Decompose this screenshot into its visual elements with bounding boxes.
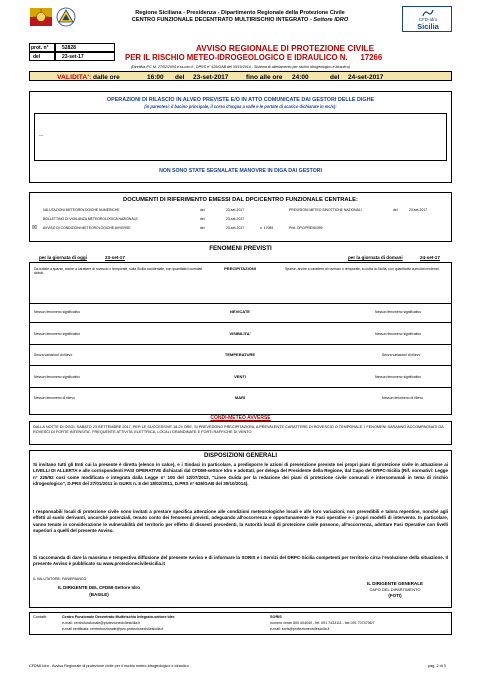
soris-email[interactable]: e-mail: soris@protezionecivilesicilia.it bbox=[270, 627, 330, 631]
doc-row-3-number: n. 17085 bbox=[260, 226, 274, 230]
validity-to-date: 24-set-2017 bbox=[348, 73, 384, 81]
tomorrow-heading: per la giornata di domani bbox=[348, 255, 403, 260]
doc-row-3-prot: Prot. DPC/PRE/60399 bbox=[289, 226, 323, 230]
avviso-subtitle: PER IL RISCHIO METEO-IDROGEOLOGICO E IDRAULICO N. 17266 bbox=[125, 53, 383, 62]
protezione-civile-logo bbox=[56, 7, 76, 27]
prot-number: 52828 bbox=[62, 44, 76, 51]
contacts-label: Contatti: bbox=[33, 615, 48, 619]
validity-to-time: 24:00 bbox=[292, 73, 309, 81]
mari-today: Nessun fenomeno di rilievo bbox=[34, 396, 75, 400]
doc-row-1-right-date: 23-set-2017 bbox=[409, 208, 428, 212]
regione-logo bbox=[30, 8, 52, 26]
footer-left: CFDMI-Idro - Avviso Regionale di protezione civile per il rischio meteo-idrogeologico e idraulico bbox=[29, 664, 189, 668]
dighe-content: --- bbox=[39, 133, 44, 138]
del-label: del bbox=[33, 53, 41, 60]
venti-label: VENTI bbox=[234, 374, 246, 379]
soris-phone: numero verde 800 404040 - tel. 091 7433111 - fax 091 7074796/7 bbox=[270, 621, 375, 625]
validity-from-date: 23-set-2017 bbox=[193, 73, 229, 81]
validity-label: VALIDITA': bbox=[57, 73, 92, 81]
disposizioni-p3: Si raccomanda di dare la massima e tempestiva diffusione del presente Avviso e di informare la SORIS e i Servizi del DRPC-Sicilia competenti per territorio circa l'evoluzione della situazione. Il presente Avviso è pubblicato su www.protezionecivilesicilia.it bbox=[33, 555, 448, 567]
dighe-content-box bbox=[34, 113, 447, 161]
venti-tomorrow: Nessun fenomeno significativo bbox=[375, 375, 421, 379]
venti-today: Nessun fenomeno significativo bbox=[34, 375, 80, 379]
header-line2: CENTRO FUNZIONALE DECENTRATO MULTIRISCHIO INTEGRATO - Settore IDRO bbox=[131, 17, 349, 23]
precip-label: PRECIPITAZIONI bbox=[224, 266, 256, 271]
disposizioni-p1: Si invitano tutti gli Enti cui la presente è diretta (elenco in calce), e i Sindaci in particolare, a predisporre le azioni di prevenzione previste nei propri piani di protezione civile in attuazione ai LIVELLI DI ALLERTA e alle corrispondenti FASI OPERATIVE dichiarati dal CFDMI-settore Idro e adottati, per delega del Presidente della Regione, dal Capo del DRPC-Sicilia (Rif. normativi: Legge n° 225/92 così come modificata e integrata dalla Legge n° 100 del 12/07/2012, "Linee Guida per la redazione dei piani di protezione civile comunali e intercomunali in tema di rischio idrogeologico", D.PRS del 27/01/2011 in GURS n. 8 del 18/02/2011, D.PRS n° 626/GAB del 30/10/2014). bbox=[33, 462, 448, 486]
signature-right-sub: CAPO DEL DIPARTIMENTO bbox=[369, 587, 421, 592]
signature-left-name: (BASILE) bbox=[89, 592, 109, 597]
signature-left-title: IL DIRIGENTE DEL CFDMI-Settore Idro bbox=[57, 585, 141, 590]
documents-title: DOCUMENTI DI RIFERIMENTO EMESSI DAL DPC/CENTRO FUNZIONALE CENTRALE: bbox=[123, 197, 358, 203]
soris-name: SORIS bbox=[270, 615, 282, 619]
validity-from-time: 16:00 bbox=[147, 73, 164, 81]
directive-note: (Direttiva P.C.M. 27/02/2004 e ss.mm.ii., DPRS n° 626/GAB del 30/10/2014 - Sistema di allertamento per rischio idrogeologico e idraulico) bbox=[130, 65, 351, 69]
visibilita-tomorrow: Nessun fenomeno significativo bbox=[375, 332, 421, 336]
nevicate-label: NEVICATE bbox=[230, 309, 250, 314]
precip-tomorrow: Sparse, anche a carattere di rovescio o temporale, su tutta la Sicilia, con quantitativi cumulati moderati. bbox=[285, 267, 440, 271]
validity-bar: VALIDITA': dalle ore 16:00 del 23-set-2017 fino alle ore 24:00 del 24-set-2017 bbox=[29, 71, 452, 81]
signature-right-name: (FOTI) bbox=[388, 593, 402, 598]
visibilita-today: Nessun fenomeno significativo bbox=[34, 332, 80, 336]
avviso-checkbox[interactable]: ☒ bbox=[32, 225, 37, 231]
avviso-title: AVVISO REGIONALE DI PROTEZIONE CIVILE bbox=[195, 43, 375, 53]
disposizioni-p2: I responsabili locali di protezione civile sono invitati a prestare specifica attenzione alle condizioni meteorologiche locali e alle loro variazioni, non prevedibili e talora repentine, nonché agli effetti al suolo derivanti, ancorché potenziali, tenuto conto dei fenomeni previsti, adeguando all'occorrenza e opportunamente le Fasi operative e i propri modelli di intervento. In particolare, vanno tenute in considerazione le vulnerabilità del territorio per effetto di dissesti precedenti, la Autorità locali di protezione civile possono, all'occorrenza, adottare Fasi Operative con livelli superiori a quelli del presente Avviso. bbox=[33, 509, 448, 533]
today-date: 23-set-17 bbox=[105, 255, 125, 260]
cfd-name: Centro Funzionale Decentrato Multirischio Integrato-settore Idro bbox=[62, 615, 175, 619]
header-line1: Regione Siciliana - Presidenza - Dipartimento Regionale della Protezione Civile bbox=[135, 10, 345, 16]
avviso-number: 17266 bbox=[360, 53, 383, 62]
condimeteo-text: DALLA NOTTE DI OGGI, SABATO 23 SETTEMBRE 2017, PER LE SUCCESSIVE 18-24 ORE, SI PREVEDONO PRECIPITAZIONI, A PREVALENTE CARATTERE DI ROVESCIO O TEMPORALE. I FENOMENI SARANNO ACCOMPAGNATI DA ROVESCI DI FORTE INTENSITA', FREQUENTE ATTIVITA' ELETTRICA, LOCALI GRANDINATE E FORTI RAFFICHE DI VENTO bbox=[33, 425, 444, 434]
temperature-label: TEMPERATURE bbox=[224, 352, 256, 357]
doc-row-1-right-label: PREVISIONI METEO SINOTTICHE NAZIONALI bbox=[289, 208, 362, 212]
doc-row-2-date: 23-set-2017 bbox=[226, 217, 245, 221]
prot-date: 23-set-17 bbox=[62, 53, 84, 60]
cfd-pec[interactable]: e-mail certificata: centrofunzionale@pec.protezionecivilesicilia.it bbox=[62, 627, 164, 631]
mari-tomorrow: Nessun fenomeno di rilievo bbox=[382, 396, 423, 400]
valutatori-label: IL VALUTATORE: FANIERIANCO bbox=[33, 577, 87, 581]
dighe-none-note: NON SONO STATE SEGNALATE MANOVRE IN DIGA DAI GESTORI bbox=[159, 168, 322, 174]
disposizioni-title: DISPOSIZIONI GENERALI bbox=[203, 453, 277, 459]
doc-row-1-label: VALUTAZIONI METEOROLOGICHE NUMERICHE bbox=[43, 208, 120, 212]
mari-label: MARI bbox=[234, 395, 246, 400]
condimeteo-title: CONDI-METEO AVVERSE bbox=[210, 415, 271, 421]
prot-label: prot. n° bbox=[31, 44, 49, 51]
precip-today: Da isolate a sparse, anche a carattere di rovescio o temporale, sulla Sicilia occidentale, con quantitativi cumulati deboli. bbox=[34, 267, 203, 276]
visibilita-label: VISIBILITA' bbox=[229, 331, 251, 336]
doc-row-1-date: 23-set-2017 bbox=[226, 208, 245, 212]
nevicate-tomorrow: Nessun fenomeno significativo bbox=[375, 310, 421, 314]
tomorrow-date: 24-set-17 bbox=[420, 255, 440, 260]
doc-row-3-date: 23-set-2017 bbox=[226, 226, 245, 230]
cfd-idro-logo: CFD-Idro Sicilia bbox=[402, 6, 452, 32]
fenomeni-title: FENOMENI PREVISTI bbox=[209, 245, 272, 252]
doc-row-3-label: AVVISO DI CONDIZIONI METEOROLOGICHE AVVERSE bbox=[43, 226, 131, 230]
page-number: pag. 2 di 3 bbox=[428, 664, 446, 668]
doc-row-2-label: BOLLETTINO DI VIGILANZA METEOROLOGICA NAZIONALE bbox=[43, 217, 138, 221]
temperature-today: Senza variazioni di rilievo bbox=[34, 353, 73, 357]
dighe-subtitle: (in parentesi: il bacino principale, il corso d'acqua a valle e le portate di scarico dichiarate in mc/s): bbox=[144, 104, 337, 109]
signature-right-title: IL DIRIGENTE GENERALE bbox=[367, 581, 423, 586]
nevicate-today: Nessun fenomeno significativo bbox=[34, 310, 80, 314]
today-heading: per la giornata di oggi bbox=[39, 255, 87, 260]
cfd-email[interactable]: e-mail: centrofunzionale@protezionecivilesicilia.it bbox=[62, 621, 141, 625]
fenomeni-table bbox=[29, 262, 452, 415]
temperature-tomorrow: Senza variazioni di rilievo bbox=[382, 353, 421, 357]
dighe-title: OPERAZIONI DI RILASCIO IN ALVEO PREVISTE E/O IN ATTO COMUNICATE DAI GESTORI DELLE DIGHE bbox=[106, 97, 375, 103]
